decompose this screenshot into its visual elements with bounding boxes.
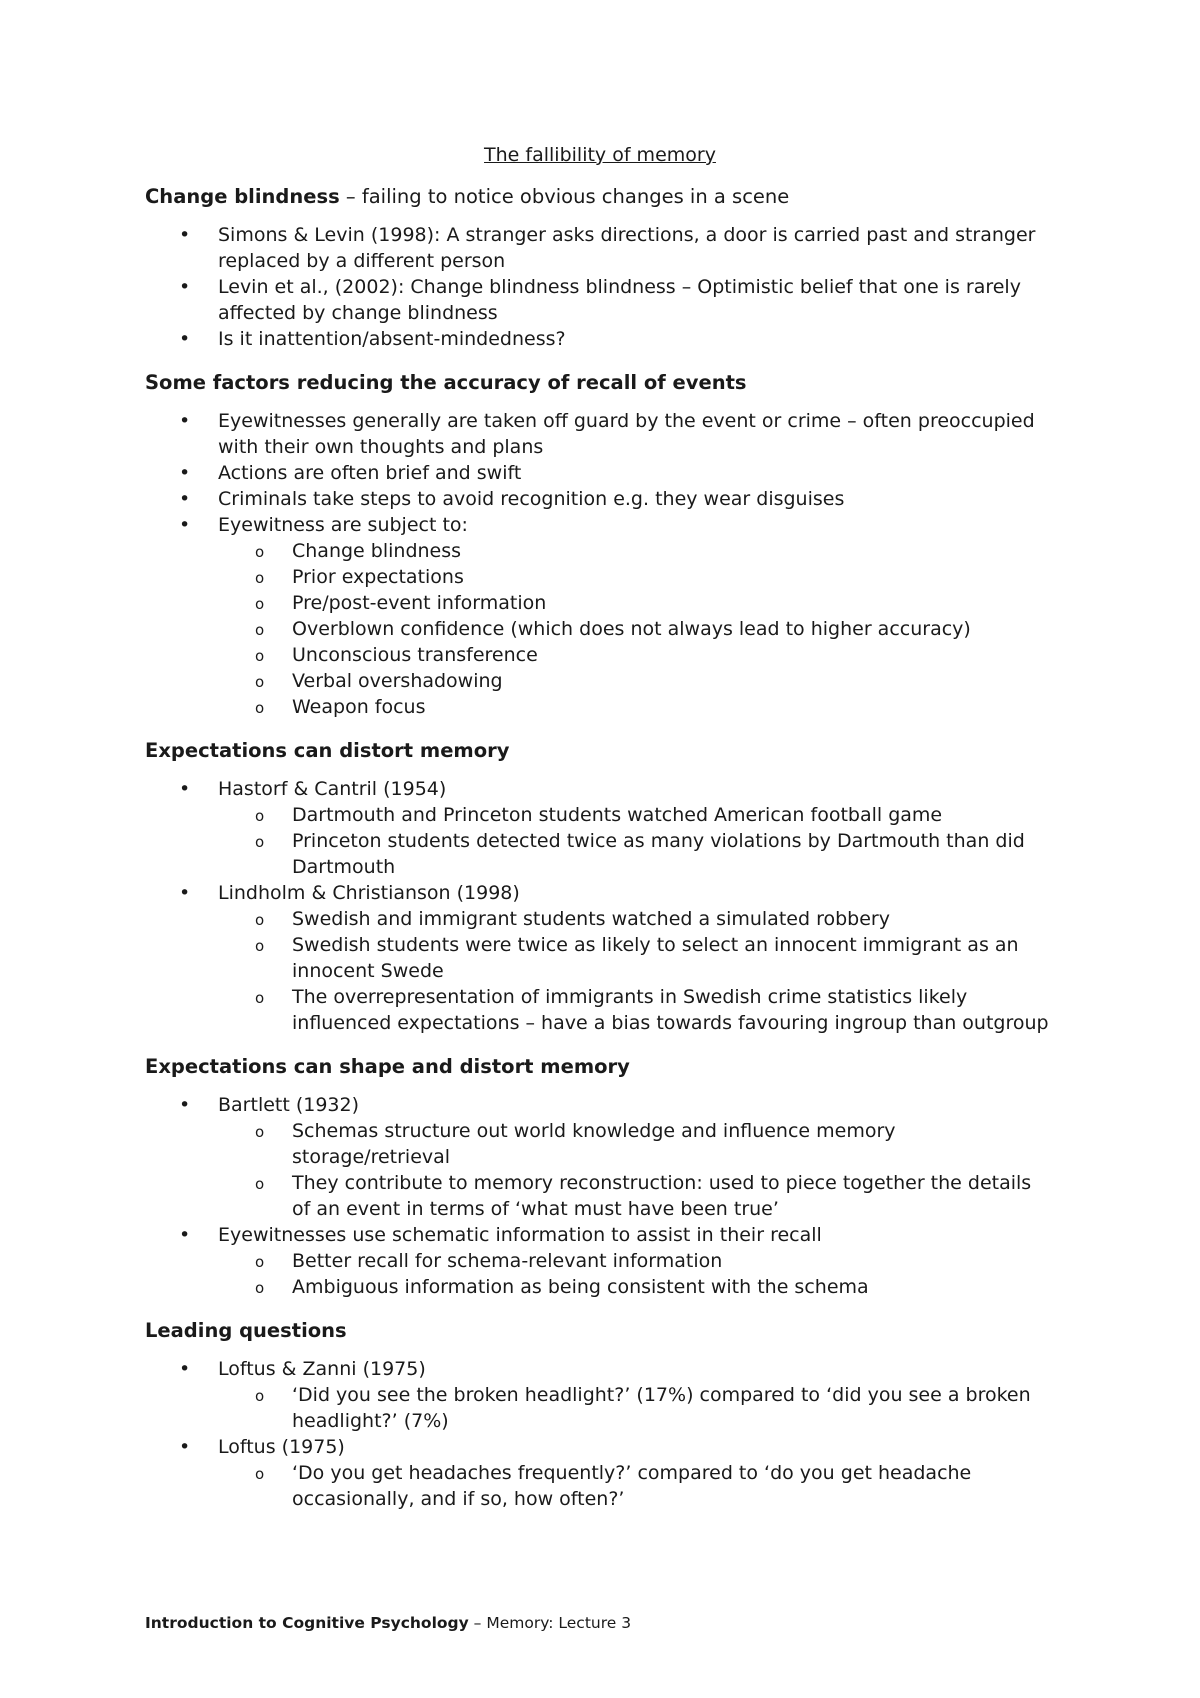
- list-item: • Loftus & Zanni (1975): [145, 1356, 1050, 1382]
- section-heading: [145, 1054, 1050, 1080]
- sub-list-item: o Overblown confidence (which does not always lead to higher accuracy): [145, 616, 1050, 642]
- document-title: The fallibility of memory: [484, 144, 716, 166]
- sub-list-item: o They contribute to memory reconstruction: used to piece together the details of an event in terms of ‘what must have been true’: [145, 1170, 1050, 1222]
- sub-list-item: o Better recall for schema-relevant information: [145, 1248, 1050, 1274]
- sub-list-item: o ‘Do you get headaches frequently?’ compared to ‘do you get headache occasionally, and if so, how often?’: [145, 1460, 1050, 1512]
- section-heading: [145, 370, 1050, 396]
- section-heading-definition: – failing to notice obvious changes in a scene: [339, 185, 790, 208]
- list-item: • Eyewitness are subject to:: [145, 512, 1050, 538]
- list-item: • Bartlett (1932): [145, 1092, 1050, 1118]
- bullet-list: [145, 222, 1050, 352]
- footer-lecture: Memory: Lecture 3: [486, 1614, 632, 1632]
- sub-list-item: o Swedish students were twice as likely to select an innocent immigrant as an innocent Swede: [145, 932, 1050, 984]
- sub-list-item: o ‘Did you see the broken headlight?’ (17%) compared to ‘did you see a broken headlight?’ (7%): [145, 1382, 1050, 1434]
- bullet-list: [145, 408, 1050, 720]
- list-item: • Criminals take steps to avoid recognition e.g. they wear disguises: [145, 486, 1050, 512]
- list-item: • Eyewitnesses use schematic information to assist in their recall: [145, 1222, 1050, 1248]
- page-footer: [145, 1614, 631, 1632]
- sub-list-item: o Verbal overshadowing: [145, 668, 1050, 694]
- sub-list-item: o Dartmouth and Princeton students watched American football game: [145, 802, 1050, 828]
- list-item: • Actions are often brief and swift: [145, 460, 1050, 486]
- footer-separator: –: [468, 1614, 487, 1632]
- section-heading-term: Some factors reducing the accuracy of recall of events: [145, 371, 747, 394]
- sub-list-item: o Prior expectations: [145, 564, 1050, 590]
- section-heading-term: Expectations can distort memory: [145, 739, 510, 762]
- sub-list-item: o Change blindness: [145, 538, 1050, 564]
- sub-list-item: o Ambiguous information as being consistent with the schema: [145, 1274, 1050, 1300]
- sub-list-item: o Schemas structure out world knowledge and influence memory storage/retrieval: [145, 1118, 1050, 1170]
- list-item: • Eyewitnesses generally are taken off guard by the event or crime – often preoccupied with their own thoughts and plans: [145, 408, 1050, 460]
- section-heading: [145, 184, 1050, 210]
- section-heading-term: Leading questions: [145, 1319, 347, 1342]
- bullet-list: [145, 1356, 1050, 1512]
- section: [145, 370, 1050, 720]
- section-heading: [145, 1318, 1050, 1344]
- list-item: • Loftus (1975): [145, 1434, 1050, 1460]
- section: [145, 1054, 1050, 1300]
- sub-list-item: o Unconscious transference: [145, 642, 1050, 668]
- list-item: • Lindholm & Christianson (1998): [145, 880, 1050, 906]
- section-heading-term: Change blindness: [145, 185, 340, 208]
- document-body: [145, 184, 1050, 1530]
- section: [145, 1318, 1050, 1512]
- bullet-list: [145, 1092, 1050, 1300]
- list-item: • Simons & Levin (1998): A stranger asks directions, a door is carried past and stranger replaced by a different person: [145, 222, 1050, 274]
- bullet-list: [145, 776, 1050, 1036]
- sub-list-item: o Princeton students detected twice as many violations by Dartmouth than did Dartmouth: [145, 828, 1050, 880]
- section-heading: [145, 738, 1050, 764]
- footer-course: Introduction to Cognitive Psychology: [145, 1614, 469, 1632]
- section: [145, 184, 1050, 352]
- sub-list-item: o The overrepresentation of immigrants in Swedish crime statistics likely influenced expectations – have a bias towards favouring ingroup than outgroup: [145, 984, 1050, 1036]
- section-heading-term: Expectations can shape and distort memory: [145, 1055, 630, 1078]
- section: [145, 738, 1050, 1036]
- sub-list-item: o Pre/post-event information: [145, 590, 1050, 616]
- list-item: • Levin et al., (2002): Change blindness blindness – Optimistic belief that one is rarely affected by change blindness: [145, 274, 1050, 326]
- sub-list-item: o Weapon focus: [145, 694, 1050, 720]
- list-item: • Hastorf & Cantril (1954): [145, 776, 1050, 802]
- list-item: • Is it inattention/absent-mindedness?: [145, 326, 1050, 352]
- sub-list-item: o Swedish and immigrant students watched a simulated robbery: [145, 906, 1050, 932]
